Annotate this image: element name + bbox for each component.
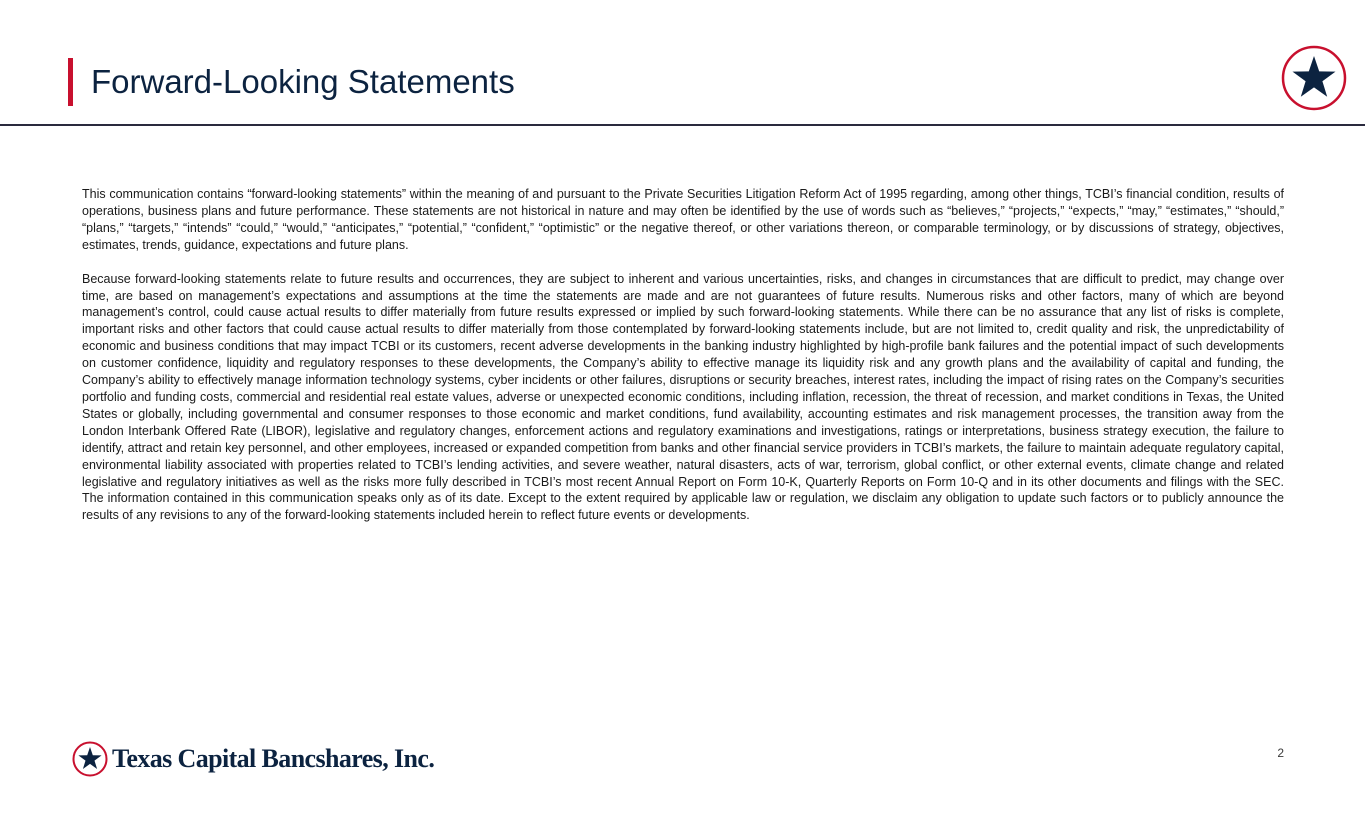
- company-logo: [72, 740, 434, 778]
- header-divider: [0, 124, 1365, 126]
- star-emblem-icon: [72, 741, 108, 777]
- paragraph-intro: This communication contains “forward-looking statements” within the meaning of and pursuant to the Private Securities Litigation Reform Act of 1995 regarding, among other things, TCBI’s financial condition, results of operations, business plans and future performance. These statements are not historical in nature and may often be identified by the use of words such as “believes,” “projects,” “expects,” “may,” “estimates,” “should,” “plans,” “targets,” “intends” “could,” “would,” “anticipates,” “potential,” “confident,” “optimistic” or the negative thereof, or other variations thereon, or comparable terminology, or by discussions of strategy, objectives, estimates, trends, guidance, expectations and future plans.: [82, 187, 1284, 252]
- title-accent-bar: [68, 58, 73, 106]
- disclaimer-body: [82, 186, 1284, 541]
- company-wordmark: Texas Capital Bancshares, Inc.: [112, 744, 435, 773]
- page-number: 2: [1277, 746, 1284, 760]
- page-title: Forward-Looking Statements: [91, 63, 515, 100]
- star-emblem-icon: [1281, 45, 1347, 111]
- paragraph-risks: Because forward-looking statements relate to future results and occurrences, they are subject to inherent and various uncertainties, risks, and changes in circumstances that are difficult to predict, may change over time, are based on management’s expectations and assumptions at the time the statements are made and are not guarantees of future results. Numerous risks and other factors, many of which are beyond management’s control, could cause actual results to differ materially from future results expressed or implied by such forward-looking statements. While there can be no assurance that any list of risks is complete, important risks and other factors that could cause actual results to differ materially from those contemplated by forward-looking statements include, but are not limited to, credit quality and risk, the unpredictability of economic and business conditions that may impact TCBI or its customers, recent adverse developments in the banking industry highlighted by high-profile bank failures and the potential impact of such developments on customer confidence, liquidity and regulatory responses to these developments, the Company’s ability to effective manage its liquidity risk and any growth plans and the availability of capital and funding, the Company’s ability to effectively manage information technology systems, cyber incidents or other failures, disruptions or security breaches, interest rates, including the impact of rising rates on the Company’s securities portfolio and funding costs, commercial and residential real estate values, adverse or unexpected economic conditions, including inflation, recession, the threat of recession, and market conditions in Texas, the United States or globally, including governmental and consumer responses to those economic and market conditions, fund availability, accounting estimates and risk management processes, the transition away from the London Interbank Offered Rate (LIBOR), legislative and regulatory changes, enforcement actions and regulatory examinations and investigations, ratings or interpretations, business strategy execution, the failure to identify, attract and retain key personnel, and other employees, increased or expanded competition from banks and other financial service providers in TCBI’s markets, the failure to maintain adequate regulatory capital, environmental liability associated with properties related to TCBI’s lending activities, and severe weather, natural disasters, acts of war, terrorism, global conflict, or other external events, climate change and related legislative and regulatory initiatives as well as the risks more fully described in TCBI’s most recent Annual Report on Form 10-K, Quarterly Reports on Form 10-Q and in its other documents and filings with the SEC. The information contained in this communication speaks only as of its date. Except to the extent required by applicable law or regulation, we disclaim any obligation to update such factors or to publicly announce the results of any revisions to any of the forward-looking statements included herein to reflect future events or developments.: [82, 271, 1284, 523]
